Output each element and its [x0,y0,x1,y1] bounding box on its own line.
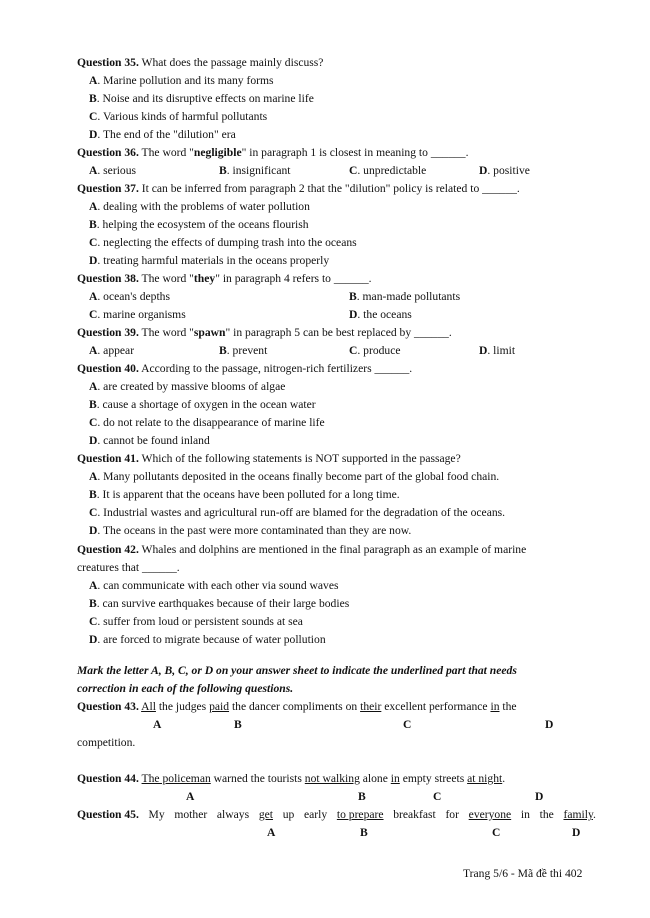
question-number: Question 43. [77,700,139,713]
option-b: B. Noise and its disruptive effects on marine life [89,92,314,105]
option-d: D. The end of the "dilution" era [89,128,236,141]
underlined-a: get [258,808,273,821]
option-a: A. Marine pollution and its many forms [89,74,274,87]
underlined-d: in [490,700,500,713]
question-44-sentence: Question 44. The policeman warned the tourists not walking alone in empty streets at night. [77,772,506,785]
question-45-sentence: Question 45. My mother always get up early to prepare breakfast for everyone in the family. [77,808,596,821]
underlined-d: at night [467,772,503,785]
question-39-stem: Question 39. The word "spawn" in paragraph 5 can be best replaced by ______. [77,326,452,339]
underlined-a: All [141,700,156,713]
option-a: A. are created by massive blooms of algae [89,380,286,393]
option-b: B. It is apparent that the oceans have been polluted for a long time. [89,488,400,501]
option-d: D. are forced to migrate because of water pollution [89,633,326,646]
question-number: Question 39. [77,326,139,339]
question-number: Question 35. [77,56,139,69]
label-d: D [535,790,544,803]
question-37-stem: Question 37. It can be inferred from paragraph 2 that the "dilution" policy is related to ______. [77,182,520,195]
question-35-stem: Question 35. What does the passage mainly discuss? [77,56,324,69]
underlined-a: The policeman [141,772,211,785]
underlined-c: everyone [468,808,512,821]
question-number: Question 44. [77,772,139,785]
question-number: Question 36. [77,146,139,159]
label-c: C [433,790,442,803]
option-d: D. limit [479,344,516,357]
option-a: A. dealing with the problems of water pollution [89,200,310,213]
key-word: negligible [193,146,242,159]
label-c: C [492,826,501,839]
option-a: A. ocean's depths [89,290,170,303]
option-b: B. helping the ecosystem of the oceans flourish [89,218,309,231]
option-b: B. man-made pollutants [349,290,461,303]
question-number: Question 45. [77,808,139,821]
question-41-stem: Question 41. Which of the following statements is NOT supported in the passage? [77,452,461,465]
option-b: B. cause a shortage of oxygen in the ocean water [89,398,316,411]
option-c: C. Various kinds of harmful pollutants [89,110,268,123]
underlined-b: paid [209,700,230,713]
option-a: A. serious [89,164,137,177]
instruction-line-2: correction in each of the following questions. [77,682,294,695]
label-a: A [267,826,276,839]
option-c: C. produce [349,344,401,357]
option-c: C. unpredictable [349,164,427,177]
question-42-stem: Question 42. Whales and dolphins are mentioned in the final paragraph as an example of marine [77,543,527,556]
option-c: C. do not relate to the disappearance of marine life [89,416,325,429]
question-number: Question 42. [77,543,139,556]
instruction-line-1: Mark the letter A, B, C, or D on your answer sheet to indicate the underlined part that needs [77,664,517,677]
option-c: C. neglecting the effects of dumping trash into the oceans [89,236,357,249]
underlined-c: their [360,700,382,713]
underlined-c: in [390,772,400,785]
option-d: D. treating harmful materials in the oceans properly [89,254,330,267]
option-c: C. marine organisms [89,308,186,321]
label-b: B [360,826,368,839]
key-word: spawn [193,326,226,339]
key-word: they [193,272,216,285]
underlined-b: not walking [304,772,360,785]
question-40-stem: Question 40. According to the passage, nitrogen-rich fertilizers ______. [77,362,413,375]
page-footer: Trang 5/6 - Mã đề thi 402 [463,867,583,880]
option-b: B. prevent [219,344,268,357]
question-43-sentence-cont: competition. [77,736,136,749]
question-43-sentence: Question 43. All the judges paid the dancer compliments on their excellent performance in the [77,700,517,713]
question-number: Question 37. [77,182,139,195]
option-d: D. The oceans in the past were more contaminated than they are now. [89,524,412,537]
question-38-stem: Question 38. The word "they" in paragraph 4 refers to ______. [77,272,372,285]
option-a: A. appear [89,344,135,357]
question-number: Question 38. [77,272,139,285]
label-c: C [403,718,412,731]
option-d: D. positive [479,164,530,177]
label-a: A [153,718,162,731]
underlined-d: family [563,808,593,821]
label-d: D [545,718,554,731]
option-d: D. the oceans [349,308,412,321]
underlined-b: to prepare [336,808,384,821]
option-a: A. Many pollutants deposited in the oceans finally become part of the global food chain. [89,470,500,483]
label-b: B [358,790,366,803]
option-a: A. can communicate with each other via sound waves [89,579,339,592]
question-number: Question 40. [77,362,139,375]
question-42-stem-cont: creatures that ______. [77,561,180,574]
label-a: A [186,790,195,803]
option-b: B. insignificant [219,164,291,177]
label-d: D [572,826,581,839]
option-b: B. can survive earthquakes because of their large bodies [89,597,350,610]
question-number: Question 41. [77,452,139,465]
option-d: D. cannot be found inland [89,434,210,447]
option-c: C. suffer from loud or persistent sounds at sea [89,615,303,628]
option-c: C. Industrial wastes and agricultural run-off are blamed for the degradation of the oceans. [89,506,506,519]
question-36-stem: Question 36. The word "negligible" in paragraph 1 is closest in meaning to ______. [77,146,469,159]
label-b: B [234,718,242,731]
